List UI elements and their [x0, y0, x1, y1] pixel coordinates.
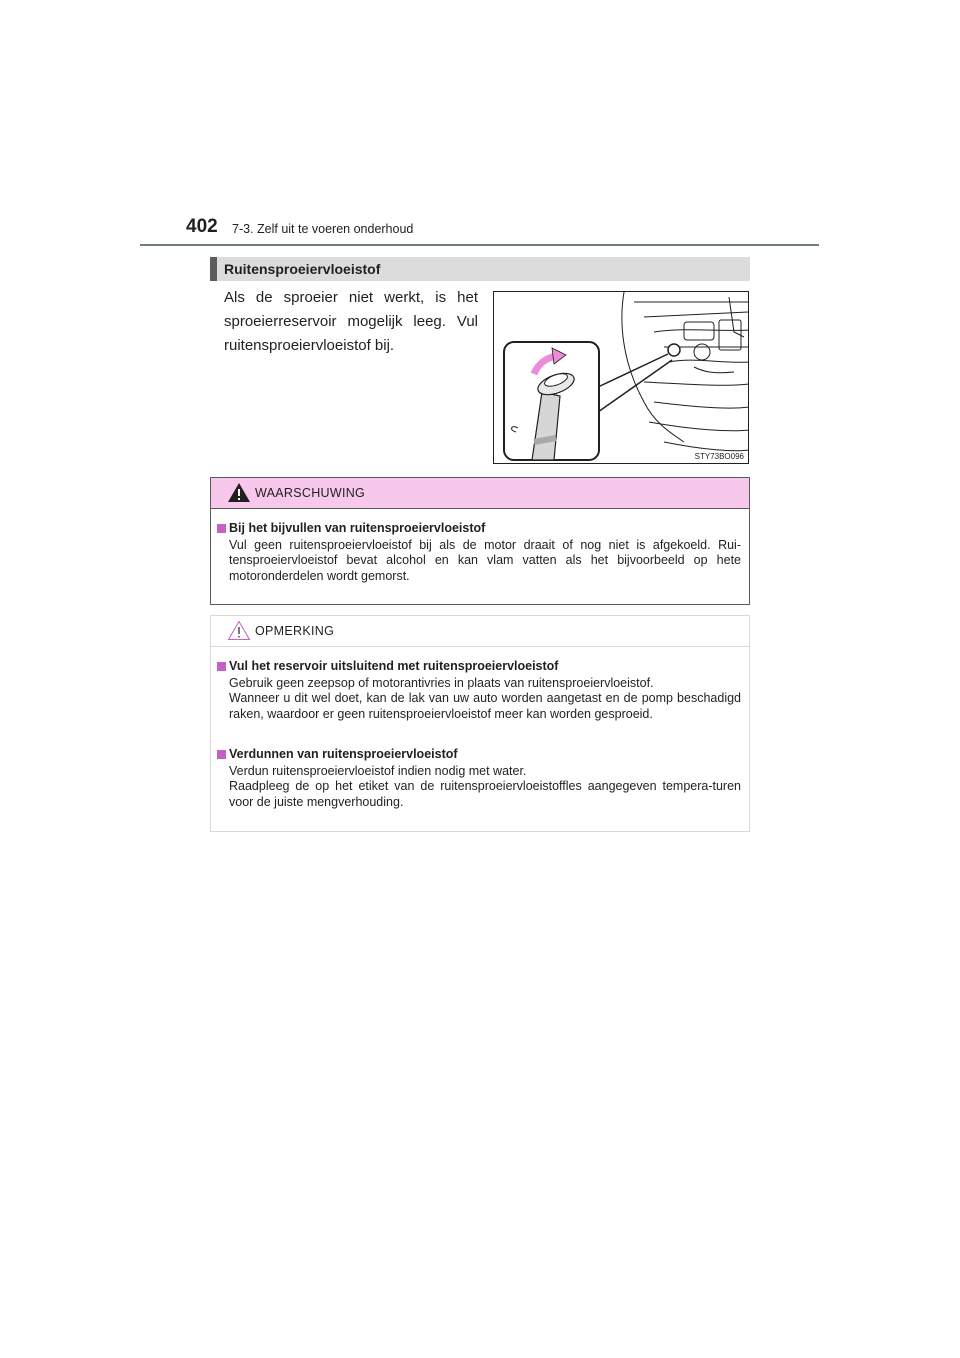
note-item: [217, 747, 741, 810]
note-item-body-line: Wanneer u dit wel doet, kan de lak van uw auto worden aangetast en de pomp beschadigd raken, waardoor er geen ruitensproeiervloeistof meer kan worden gesproeid.: [229, 691, 741, 721]
figure-code: STY73BO096: [694, 452, 744, 461]
page-number: 402: [186, 216, 218, 237]
section-title-marker: [210, 257, 217, 281]
warning-box: [210, 477, 750, 605]
section-breadcrumb: 7-3. Zelf uit te voeren onderhoud: [232, 222, 414, 236]
caution-triangle-icon: [227, 620, 251, 641]
warning-item: [217, 521, 741, 584]
engine-bay-drawing: [494, 292, 749, 464]
warning-triangle-icon: [227, 482, 251, 503]
section-title-bar: [210, 257, 750, 281]
note-item-heading: Verdunnen van ruitensproeiervloeistof: [229, 747, 458, 761]
warning-title: WAARSCHUWING: [255, 486, 366, 500]
note-item-body-line: Verdun ruitensproeiervloeistof indien nodig met water.: [229, 763, 527, 778]
bullet-square-icon: [217, 524, 226, 533]
note-item: [217, 659, 741, 722]
note-item-heading: Vul het reservoir uitsluitend met ruitensproeiervloeistof: [229, 659, 559, 673]
bullet-square-icon: [217, 662, 226, 671]
warning-item-heading: Bij het bijvullen van ruitensproeiervloeistof: [229, 521, 486, 535]
note-item-body-line: Raadpleeg de op het etiket van de ruitensproeiervloeistoffles aangegeven tempera-turen voor de juiste mengverhouding.: [229, 779, 741, 809]
note-header: [211, 616, 749, 647]
warning-header: [211, 478, 749, 509]
header-rule: [140, 244, 819, 246]
note-box: [210, 615, 750, 832]
intro-paragraph: Als de sproeier niet werkt, is het sproeierreservoir mogelijk leeg. Vul ruitensproeiervloeistof bij.: [224, 289, 478, 354]
bullet-square-icon: [217, 750, 226, 759]
note-title: OPMERKING: [255, 624, 335, 638]
section-title: Ruitensproeiervloeistof: [224, 261, 381, 277]
warning-item-body: Vul geen ruitensproeiervloeistof bij als de motor draait of nog niet is afgekoeld. Rui-tensproeiervloeistof bevat alcohol en kan vlam vatten als het bijvoorbeeld op hete motoronderdelen wordt gemorst.: [229, 537, 741, 583]
note-item-body-line: Gebruik geen zeepsop of motorantivries in plaats van ruitensproeiervloeistof.: [229, 675, 654, 690]
washer-fluid-illustration: [493, 291, 749, 464]
